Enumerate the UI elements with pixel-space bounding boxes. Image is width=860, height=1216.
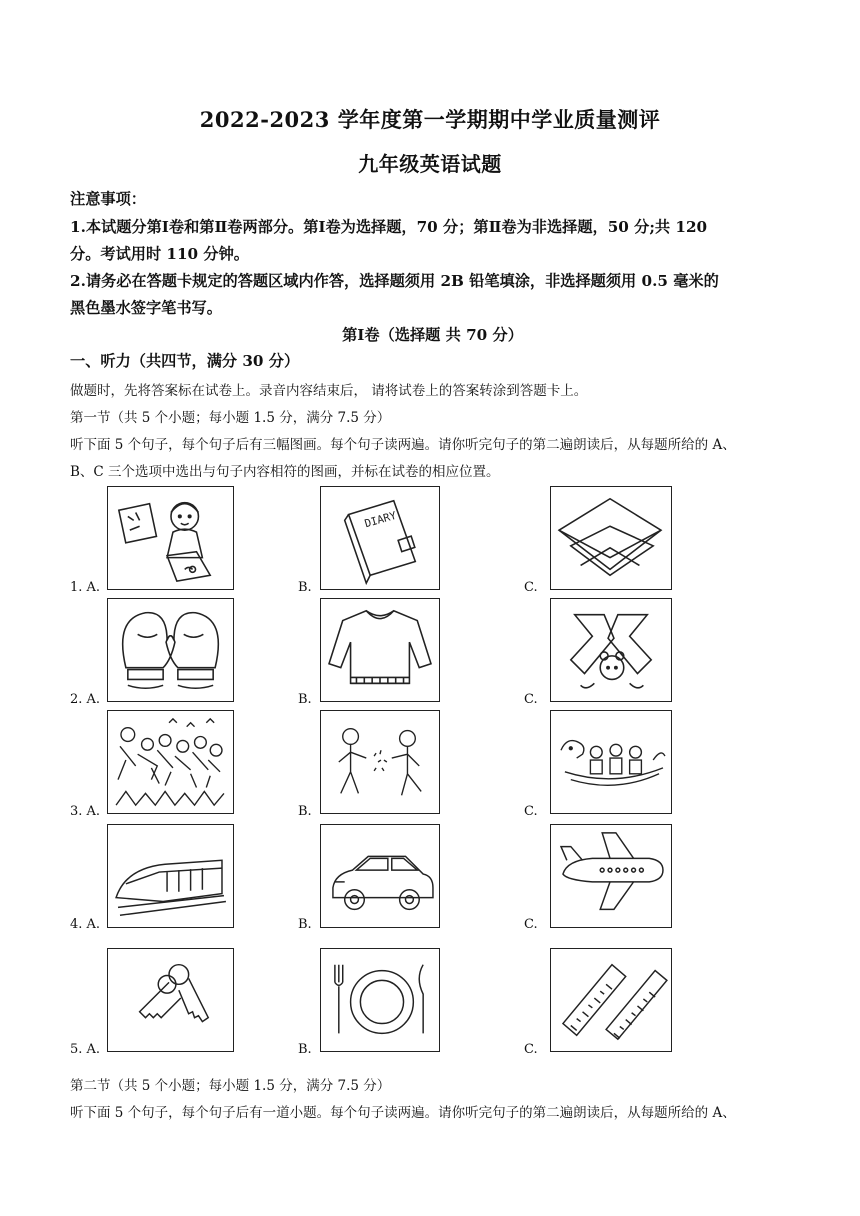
q1-option-c-label: C. — [524, 580, 538, 595]
q4-option-b-label: B. — [298, 917, 312, 932]
q2-option-c-label: C. — [524, 692, 538, 707]
child-drawing-image — [107, 486, 234, 590]
q2-option-b-label: B. — [298, 692, 312, 707]
q5-option-c-label: C. — [524, 1042, 538, 1057]
exam-subtitle: 九年级英语试题 — [358, 152, 502, 176]
part1-heading: 第Ⅰ卷（选择题 共 70 分） — [342, 326, 523, 344]
children-playing-image — [320, 710, 440, 814]
q1-option-a-label: 1. A. — [70, 580, 101, 595]
section1-instruction-line-2: B、C 三个选项中选出与句子内容相符的图画，并标在试卷的相应位置。 — [70, 464, 500, 480]
note-1-line-2: 分。考试用时 110 分钟。 — [70, 245, 249, 263]
note-2-line-1: 2.请务必在答题卡规定的答题区域内作答，选择题须用 2B 铅笔填涂，非选择题须用 0.5 毫米的 — [70, 272, 719, 290]
exam-title: 2022-2023 学年度第一学期期中学业质量测评 — [199, 107, 661, 132]
note-1-line-1: 1.本试题分第Ⅰ卷和第Ⅱ卷两部分。第Ⅰ卷为选择题，70 分；第Ⅱ卷为非选择题，50 分;共 120 — [70, 218, 708, 236]
q2-option-a-label: 2. A. — [70, 692, 101, 707]
q4-option-a-label: 4. A. — [70, 917, 101, 932]
section2-instruction-line-1: 听下面 5 个句子，每个句子后有一道小题。每个句子读两遍。请你听完句子的第二遍朗读后，从每题所给的 A、 — [70, 1105, 736, 1121]
dragon-boat-image — [550, 710, 672, 814]
car-image — [320, 824, 440, 928]
q1-option-b-label: B. — [298, 580, 312, 595]
scarf-image — [550, 598, 672, 702]
running-children-image — [107, 710, 234, 814]
q4-option-c-label: C. — [524, 917, 538, 932]
sweater-image — [320, 598, 440, 702]
q3-option-a-label: 3. A. — [70, 804, 101, 819]
mittens-image — [107, 598, 234, 702]
notes-heading: 注意事项： — [70, 190, 146, 208]
note-2-line-2: 黑色墨水签字笔书写。 — [70, 299, 222, 317]
section1-instruction-line-1: 听下面 5 个句子，每个句子后有三幅图画。每个句子读两遍。请你听完句子的第二遍朗读后，从每题所给的 A、 — [70, 437, 736, 453]
keys-image — [107, 948, 234, 1052]
listening-instruction: 做题时，先将答案标在试卷上。录音内容结束后， 请将试卷上的答案转涂到答题卡上。 — [70, 383, 588, 399]
plate-cutlery-image — [320, 948, 440, 1052]
section1-title: 第一节（共 5 个小题；每小题 1.5 分，满分 7.5 分） — [70, 410, 391, 426]
high-speed-train-image — [107, 824, 234, 928]
q5-option-b-label: B. — [298, 1042, 312, 1057]
section2-title: 第二节（共 5 个小题；每小题 1.5 分，满分 7.5 分） — [70, 1078, 391, 1094]
q5-option-a-label: 5. A. — [70, 1042, 101, 1057]
diary-image — [320, 486, 440, 590]
listening-section-title: 一、听力（共四节，满分 30 分） — [70, 352, 300, 370]
diary-label: DIARY — [363, 508, 398, 531]
envelopes-image — [550, 486, 672, 590]
q3-option-c-label: C. — [524, 804, 538, 819]
rulers-image — [550, 948, 672, 1052]
airplane-image — [550, 824, 672, 928]
q3-option-b-label: B. — [298, 804, 312, 819]
